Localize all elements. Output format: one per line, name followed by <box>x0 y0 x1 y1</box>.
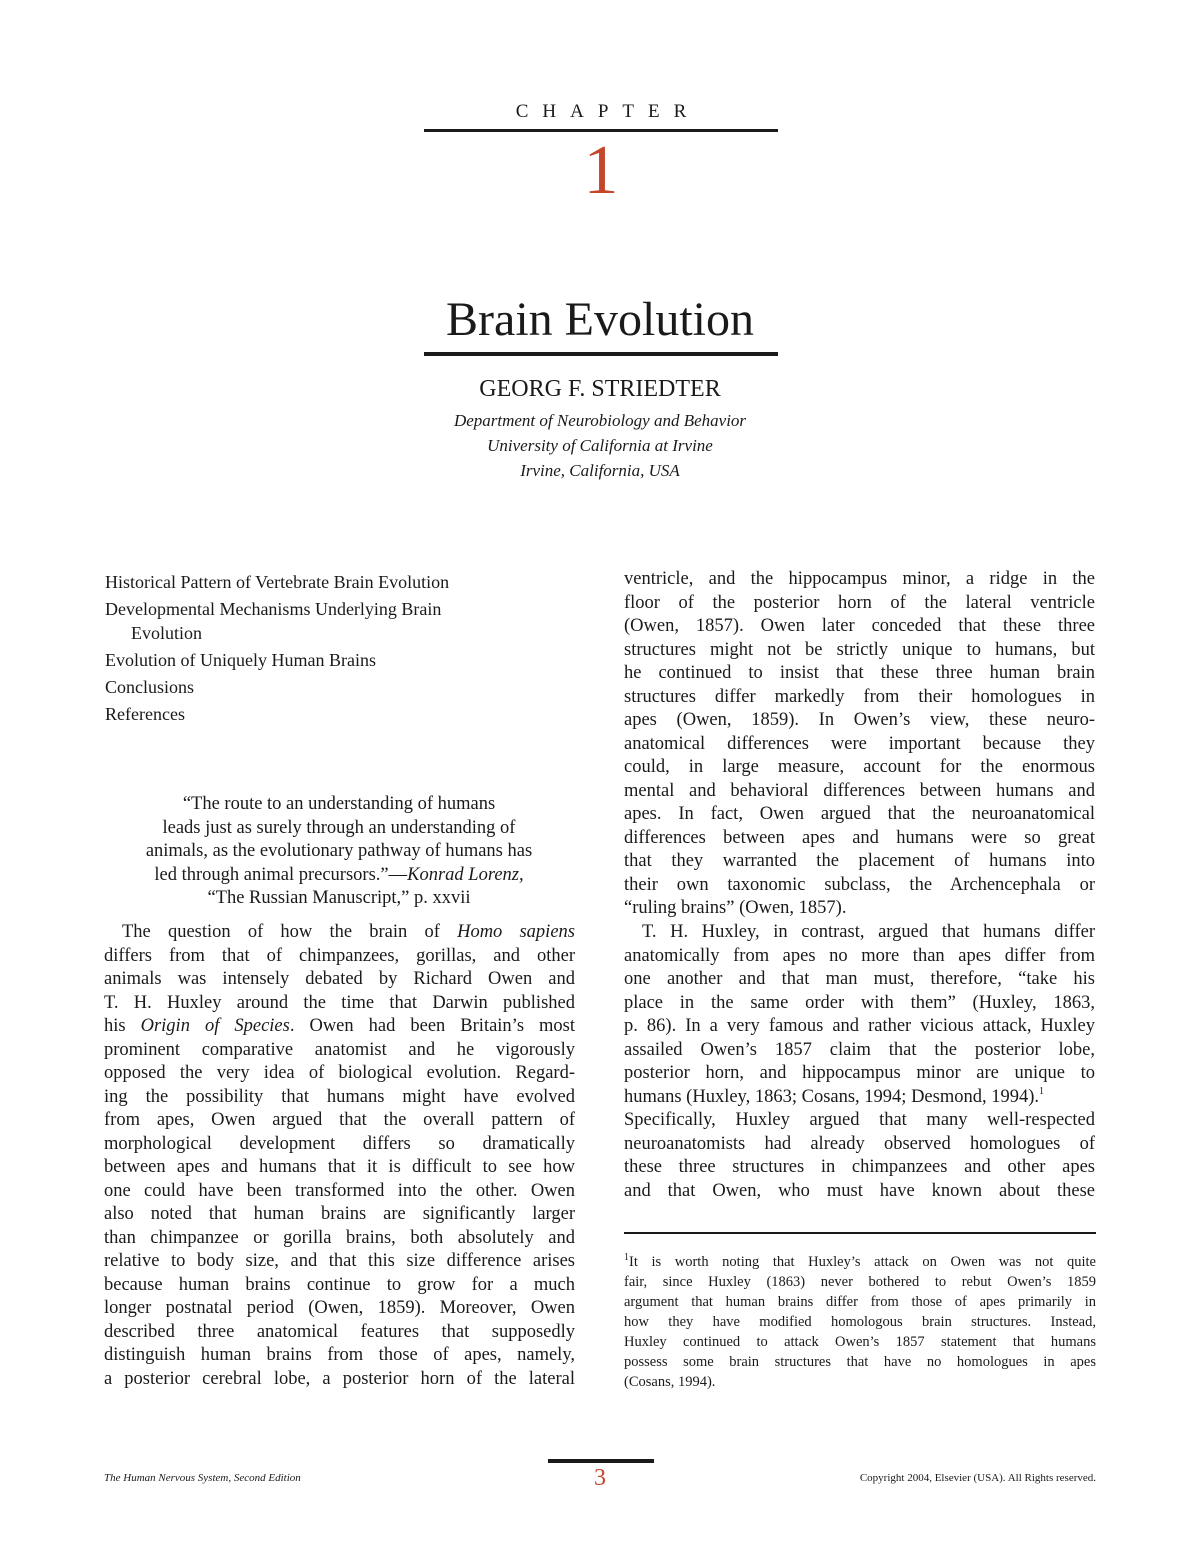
text-line: prominent comparative anatomist and he vigorously <box>104 1039 575 1060</box>
text-line: opposed the very idea of biological evolution. Regard- <box>104 1063 575 1083</box>
epigraph-line: “The route to an understanding of humans <box>182 794 496 814</box>
text-line: and that Owen, who must have known about these <box>624 1180 1095 1201</box>
text-line: differs from that of chimpanzees, gorillas, and other <box>104 945 575 966</box>
text-line: described three anatomical features that supposedly <box>104 1321 575 1342</box>
author-affiliation <box>380 408 820 483</box>
text-line: apes (Owen, 1859). In Owen’s view, these neuro- <box>624 710 1095 730</box>
title-rule <box>424 352 778 356</box>
text-line: also noted that human brains are significantly larger <box>104 1204 575 1224</box>
text-line: mental and behavioral differences between humans and <box>624 780 1095 801</box>
text-line: neuroanatomists had already observed homologues of <box>624 1133 1095 1154</box>
text-line: relative to body size, and that this size difference arises <box>104 1251 575 1271</box>
footnote-rule <box>624 1232 1096 1234</box>
text-line: could, in large measure, account for the enormous <box>624 757 1095 777</box>
text-line: he continued to insist that these three human brain <box>624 663 1095 683</box>
footer-copyright: Copyright 2004, Elsevier (USA). All Rights reserved. <box>859 1472 1096 1484</box>
text-line: one could have been transformed into the other. Owen <box>104 1180 575 1201</box>
text-line: longer postnatal period (Owen, 1859). Moreover, Owen <box>104 1298 575 1318</box>
body-paragraph-left <box>104 921 575 1391</box>
species-name: Homo sapiens <box>457 922 575 942</box>
chapter-outline <box>105 569 505 728</box>
text-line: ventricle, and the hippocampus minor, a ridge in the <box>624 569 1095 589</box>
text-line: than chimpanzee or gorilla brains, both absolutely and <box>104 1227 575 1248</box>
footnote-line: Huxley continued to attack Owen’s 1857 statement that humans <box>624 1334 1096 1350</box>
text-line: between apes and humans that it is difficult to see how <box>104 1157 575 1177</box>
toc-item[interactable]: Developmental Mechanisms Underlying Brain <box>105 599 442 619</box>
text-line: anatomical differences were important because they <box>624 733 1095 754</box>
text-line: anatomically from apes no more than apes differ from <box>624 945 1095 966</box>
text-line: posterior horn, and hippocampus minor are unique to <box>624 1063 1095 1083</box>
footer-book-title: The Human Nervous System, Second Edition <box>104 1472 301 1484</box>
body-paragraph-right-1 <box>624 568 1095 921</box>
footnote-line: $^1$It is worth noting that Huxley’s attack on Owen was not quite <box>624 1252 1096 1270</box>
toc-item[interactable]: Conclusions <box>105 677 195 697</box>
toc-item[interactable]: Historical Pattern of Vertebrate Brain Evolution <box>105 572 450 592</box>
text-line: T. H. Huxley, in contrast, argued that humans differ <box>642 922 1095 942</box>
footnote-mark: 1 <box>624 1252 629 1263</box>
text-line: (Owen, 1857). Owen later conceded that these three <box>624 616 1095 636</box>
epigraph-line: animals, as the evolutionary pathway of humans has <box>145 841 533 861</box>
text-line: structures differ markedly from their homologues in <box>624 686 1095 707</box>
text-line: that they warranted the placement of humans into <box>624 851 1095 871</box>
footnote-reference[interactable]: 1 <box>1039 1085 1045 1097</box>
body-paragraph-right-2 <box>624 921 1095 1203</box>
footnote-line: fair, since Huxley (1863) never bothered to rebut Owen’s 1859 <box>624 1274 1096 1290</box>
footnote <box>624 1252 1096 1392</box>
chapter-title: Brain Evolution <box>446 293 754 346</box>
text-line: floor of the posterior horn of the lateral ventricle <box>624 592 1095 613</box>
text-line: morphological development differs so dramatically <box>104 1133 575 1154</box>
text-line: T. H. Huxley around the time that Darwin published <box>104 992 575 1013</box>
footnote-line: possess some brain structures that have no homologues in apes <box>624 1354 1096 1370</box>
text-line: from apes, Owen argued that the overall pattern of <box>104 1110 575 1130</box>
epigraph-text: led through animal precursors.”— <box>154 864 408 885</box>
toc-item[interactable]: References <box>105 704 185 724</box>
text-line: one another and that man must, therefore, “take his <box>624 969 1095 989</box>
affiliation-department: Department of Neurobiology and Behavior <box>453 411 747 430</box>
epigraph-source: “The Russian Manuscript,” p. xxvii <box>207 888 471 908</box>
author-name: GEORG F. STRIEDTER <box>479 376 721 402</box>
text-line: differences between apes and humans were so great <box>624 827 1095 848</box>
epigraph-line <box>104 864 574 888</box>
epigraph <box>104 793 574 911</box>
text-line: animals was intensely debated by Richard Owen and <box>104 969 575 989</box>
text-line: “ruling brains” (Owen, 1857). <box>624 898 847 918</box>
text-line: apes. In fact, Owen argued that the neuroanatomical <box>624 804 1095 824</box>
text-line: structures might not be strictly unique to humans, but <box>624 639 1095 660</box>
footnote-line: (Cosans, 1994). <box>624 1374 716 1390</box>
epigraph-line: leads just as surely through an understanding of <box>162 817 516 838</box>
epigraph-attribution: Konrad Lorenz, <box>407 864 524 885</box>
affiliation-location: Irvine, California, USA <box>520 461 680 480</box>
chapter-number: 1 <box>583 132 619 209</box>
text-line: Specifically, Huxley argued that many well-respected <box>624 1110 1095 1130</box>
text-line: The question of how the brain of Homo sapiens <box>122 922 575 942</box>
text-line: because human brains continue to grow for a much <box>104 1274 575 1295</box>
text-line: these three structures in chimpanzees and other apes <box>624 1157 1095 1177</box>
page-number: 3 <box>594 1465 606 1491</box>
footnote-line: how they have modified homologous brain structures. Instead, <box>624 1314 1096 1330</box>
text-line: distinguish human brains from those of apes, namely, <box>104 1345 575 1365</box>
text-line: place in the same order with them” (Huxley, 1863, <box>624 992 1095 1013</box>
text-line: his Origin of Species. Owen had been Britain’s most <box>104 1016 576 1036</box>
toc-item[interactable]: Evolution of Uniquely Human Brains <box>105 650 376 670</box>
affiliation-university: University of California at Irvine <box>487 436 713 455</box>
text-line: p. 86). In a very famous and rather vicious attack, Huxley <box>624 1016 1095 1036</box>
footnote-line: argument that human brains differ from those of apes primarily in <box>624 1294 1096 1310</box>
text-line: humans (Huxley, 1863; Cosans, 1994; Desmond, 1994).$^1$ <box>624 1085 1045 1107</box>
text-line: ing the possibility that humans might have evolved <box>104 1086 575 1107</box>
text-line: assailed Owen’s 1857 claim that the posterior lobe, <box>624 1039 1095 1060</box>
chapter-label: CHAPTER <box>515 101 701 122</box>
text-line: their own taxonomic subclass, the Archencephala or <box>624 874 1095 895</box>
text-line: a posterior cerebral lobe, a posterior horn of the lateral <box>104 1368 575 1389</box>
toc-item-continuation[interactable]: Evolution <box>131 623 202 643</box>
book-title: Origin of Species <box>140 1016 290 1036</box>
